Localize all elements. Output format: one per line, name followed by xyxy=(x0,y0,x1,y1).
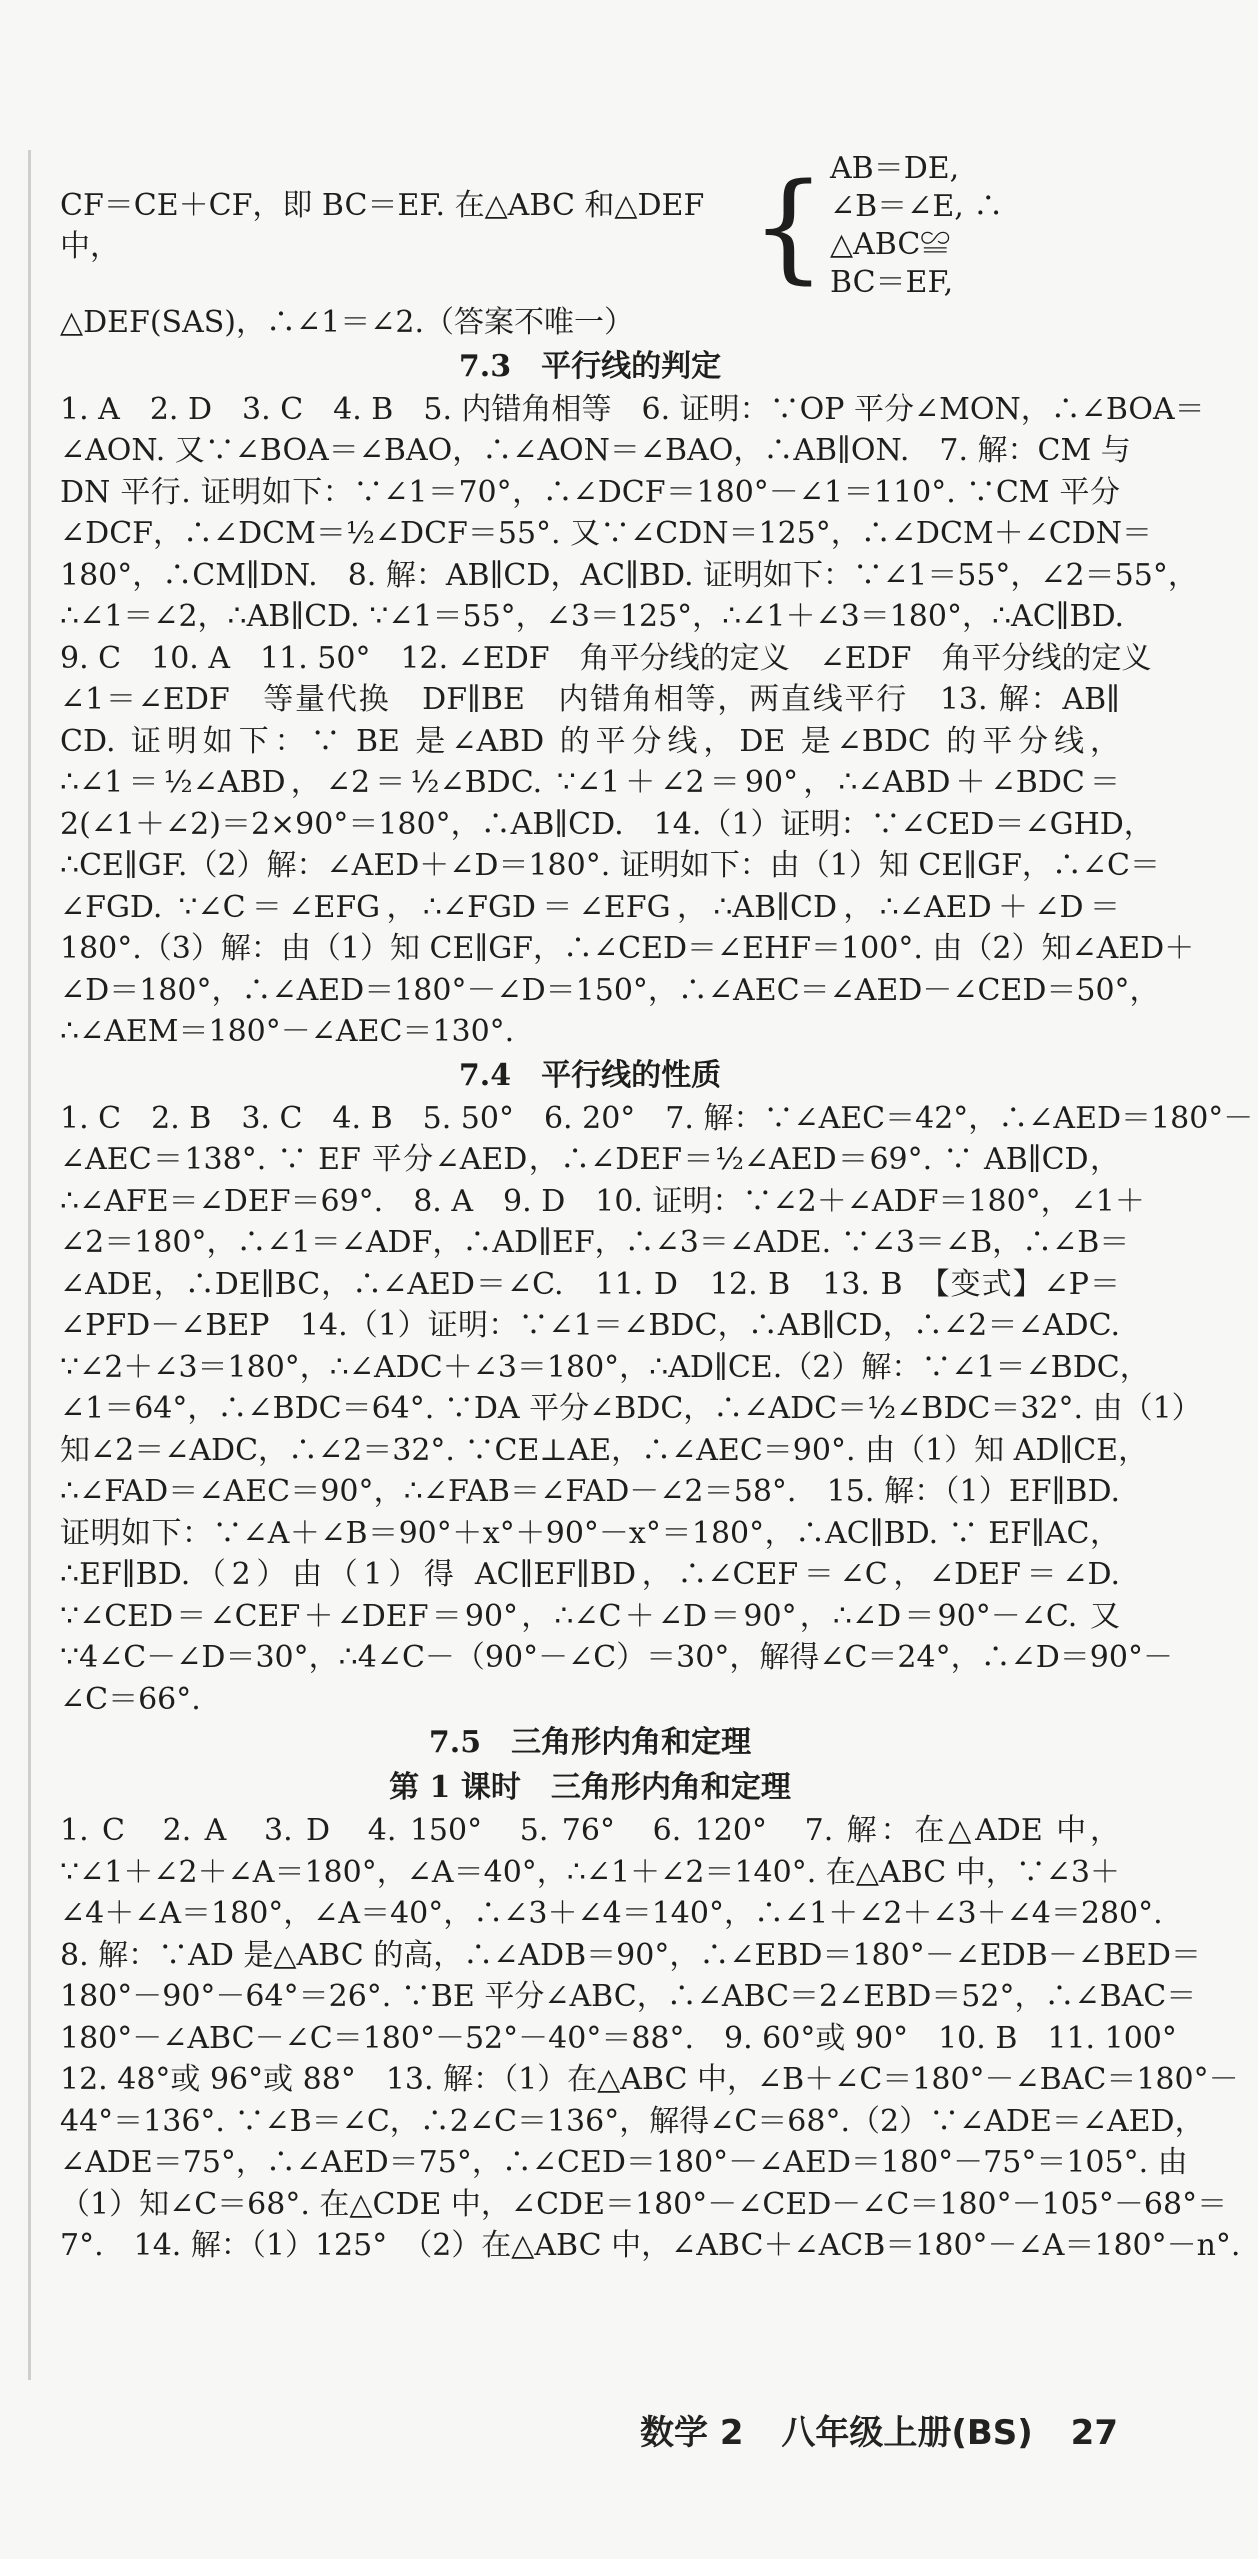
section-title-7-4: 7.4 平行线的性质 xyxy=(458,1057,722,1093)
left-brace: { xyxy=(750,157,826,295)
brace-lead-text: CF＝CE＋CF，即 BC＝EF. 在△ABC 和△DEF 中， xyxy=(60,188,705,264)
answer-line: ∵∠2＋∠3＝180°，∴∠ADC＋∠3＝180°，∴AD∥CE.（2）解：∵∠1＝∠BDC， xyxy=(60,1349,1150,1385)
answer-line: ∠DCF，∴∠DCM＝½∠DCF＝55°. 又∵∠CDN＝125°，∴∠DCM＋∠CDN＝ xyxy=(60,516,1153,551)
answer-line: ∠ADE＝75°，∴∠AED＝75°，∴∠CED＝180°－∠AED＝180°－75°＝105°. 由 xyxy=(60,2145,1188,2180)
answer-line: 180°－∠ABC－∠C＝180°－52°－40°＝88°. 9. 60°或 90° 10. B 11. 100° xyxy=(60,2020,1177,2056)
answer-line: ∠1＝64°，∴∠BDC＝64°. ∵DA 平分∠BDC，∴∠ADC＝½∠BDC＝32°. 由（1） xyxy=(60,1391,1202,1426)
answer-line: （1）知∠C＝68°. 在△CDE 中，∠CDE＝180°－∠CED－∠C＝180°－105°－68°＝ xyxy=(60,2186,1228,2222)
page-number: 27 xyxy=(1070,2413,1118,2453)
answer-line: ∠4＋∠A＝180°，∠A＝40°，∴∠3＋∠4＝140°，∴∠1＋∠2＋∠3＋∠4＝280°. xyxy=(60,1896,1163,1931)
answer-line: 证明如下：∵∠A＋∠B＝90°＋x°＋90°－x°＝180°，∴AC∥BD. ∵ EF∥AC， xyxy=(60,1515,1120,1551)
lesson-title: 第 1 课时 三角形内角和定理 xyxy=(389,1770,791,1805)
answer-line: 7°. 14. 解：（1）125° （2）在△ABC 中，∠ABC＋∠ACB＝180°－∠A＝180°－n°. xyxy=(60,2228,1241,2263)
answer-line: ∠AON. 又∵∠BOA＝∠BAO，∴∠AON＝∠BAO，∴AB∥ON. 7. 解：CM 与 xyxy=(60,433,1131,468)
answer-line: 180°，∴CM∥DN. 8. 解：AB∥CD，AC∥BD. 证明如下：∵∠1＝55°，∠2＝55°， xyxy=(60,557,1198,593)
answer-content xyxy=(60,150,1254,2267)
answer-line: ∠1＝∠EDF 等量代换 DF∥BE 内错角相等，两直线平行 13. 解：AB∥ xyxy=(60,682,1120,717)
brace-condition: AB＝DE, xyxy=(830,151,960,186)
answer-line: △DEF(SAS)，∴∠1＝∠2.（答案不唯一） xyxy=(60,305,634,340)
answer-line: ∠ADE，∴DE∥BC，∴∠AED＝∠C. 11. D 12. B 13. B 【变式】∠P＝ xyxy=(60,1266,1120,1302)
answer-line: 8. 解：∵AD 是△ABC 的高，∴∠ADB＝90°，∴∠EBD＝180°－∠EDB－∠BED＝ xyxy=(60,1937,1201,1973)
answer-line: 9. C 10. A 11. 50° 12. ∠EDF 角平分线的定义 ∠EDF 角平分线的定义 xyxy=(60,640,1152,676)
brace-condition: BC＝EF, xyxy=(830,265,954,300)
answer-line: ∠PFD－∠BEP 14.（1）证明：∵∠1＝∠BDC，∴AB∥CD，∴∠2＝∠ADC. xyxy=(60,1308,1120,1343)
answer-line: ∠FGD. ∵∠C＝∠EFG，∴∠FGD＝∠EFG，∴AB∥CD，∴∠AED＋∠D＝ xyxy=(60,889,1120,925)
brace-condition: ∠B＝∠E, ∴ △ABC≌ xyxy=(830,189,1004,262)
answer-line: ∴∠1＝∠2，∴AB∥CD. ∵∠1＝55°，∠3＝125°，∴∠1＋∠3＝180°，∴AC∥BD. xyxy=(60,599,1125,634)
answer-line: 180°.（3）解：由（1）知 CE∥GF，∴∠CED＝∠EHF＝100°. 由（2）知∠AED＋ xyxy=(60,931,1195,966)
answer-line: ∴CE∥GF.（2）解：∠AED＋∠D＝180°. 证明如下：由（1）知 CE∥GF，∴∠C＝ xyxy=(60,848,1161,883)
brace-conditions xyxy=(830,150,1120,302)
page-footer xyxy=(614,2405,1118,2454)
congruence-brace-line xyxy=(60,150,1120,302)
answer-line: 1. C 2. B 3. C 4. B 5. 50° 6. 20° 7. 解：∵∠AEC＝42°，∴∠AED＝180°－ xyxy=(60,1100,1254,1136)
footer-grade: 八年级上册(BS) xyxy=(781,2413,1033,2453)
answer-line: ∴∠FAD＝∠AEC＝90°，∴∠FAB＝∠FAD－∠2＝58°. 15. 解：（1）EF∥BD. xyxy=(60,1474,1120,1509)
answer-line: 44°＝136°. ∵∠B＝∠C，∴2∠C＝136°，解得∠C＝68°.（2）∵∠ADE＝∠AED， xyxy=(60,2103,1205,2139)
answer-line: 12. 48°或 96°或 88° 13. 解：（1）在△ABC 中，∠B＋∠C＝180°－∠BAC＝180°－ xyxy=(60,2062,1239,2097)
answer-line: DN 平行. 证明如下：∵∠1＝70°，∴∠DCF＝180°－∠1＝110°. ∵CM 平分 xyxy=(60,474,1120,510)
answer-line: 1. C 2. A 3. D 4. 150° 5. 76° 6. 120° 7. 解：在△ADE 中， xyxy=(60,1813,1120,1848)
answer-line: ∵∠1＋∠2＋∠A＝180°，∠A＝40°，∴∠1＋∠2＝140°. 在△ABC 中，∵∠3＋ xyxy=(60,1854,1120,1890)
answer-line: ∠D＝180°，∴∠AED＝180°－∠D＝150°，∴∠AEC＝∠AED－∠CED＝50°， xyxy=(60,972,1160,1008)
answer-line: ∴∠1＝½∠ABD，∠2＝½∠BDC. ∵∠1＋∠2＝90°，∴∠ABD＋∠BDC＝ xyxy=(60,765,1120,800)
answer-line: ∴∠AEM＝180°－∠AEC＝130°. xyxy=(60,1014,515,1049)
answer-line: ∠C＝66°. xyxy=(60,1681,201,1717)
footer-subject: 数学 2 xyxy=(640,2413,744,2453)
section-title-7-5: 7.5 三角形内角和定理 xyxy=(428,1725,752,1760)
answer-line: ∵4∠C－∠D＝30°，∴4∠C－（90°－∠C）＝30°，解得∠C＝24°，∴∠D＝90°－ xyxy=(60,1640,1173,1675)
answer-line: ∴EF∥BD.（2）由（1）得 AC∥EF∥BD，∴∠CEF＝∠C，∠DEF＝∠D. xyxy=(60,1557,1120,1592)
answer-line: ∴∠AFE＝∠DEF＝69°. 8. A 9. D 10. 证明：∵∠2＋∠ADF＝180°，∠1＋ xyxy=(60,1183,1145,1219)
section-title-7-3: 7.3 平行线的判定 xyxy=(458,348,722,384)
margin-rule xyxy=(28,150,31,2380)
answer-line: 180°－90°－64°＝26°. ∵BE 平分∠ABC，∴∠ABC＝2∠EBD＝52°，∴∠BAC＝ xyxy=(60,1979,1197,2014)
answer-line: 1. A 2. D 3. C 4. B 5. 内错角相等 6. 证明：∵OP 平分∠MON，∴∠BOA＝ xyxy=(60,391,1205,427)
answer-line: ∠2＝180°，∴∠1＝∠ADF，∴AD∥EF，∴∠3＝∠ADE. ∵∠3＝∠B，∴∠B＝ xyxy=(60,1225,1130,1260)
answer-line: ∵∠CED＝∠CEF＋∠DEF＝90°，∴∠C＋∠D＝90°，∴∠D＝90°－∠C. 又 xyxy=(60,1598,1120,1634)
answer-line: CD. 证明如下：∵ BE 是∠ABD 的平分线，DE 是∠BDC 的平分线， xyxy=(60,723,1120,759)
answer-line: 知∠2＝∠ADC，∴∠2＝32°. ∵CE⊥AE，∴∠AEC＝90°. 由（1）知 AD∥CE， xyxy=(60,1432,1149,1468)
answer-line: 2(∠1＋∠2)＝2×90°＝180°，∴AB∥CD. 14.（1）证明：∵∠CED＝∠GHD， xyxy=(60,806,1154,842)
answer-line: ∠AEC＝138°. ∵ EF 平分∠AED，∴∠DEF＝½∠AED＝69°. ∵ AB∥CD， xyxy=(60,1142,1120,1177)
